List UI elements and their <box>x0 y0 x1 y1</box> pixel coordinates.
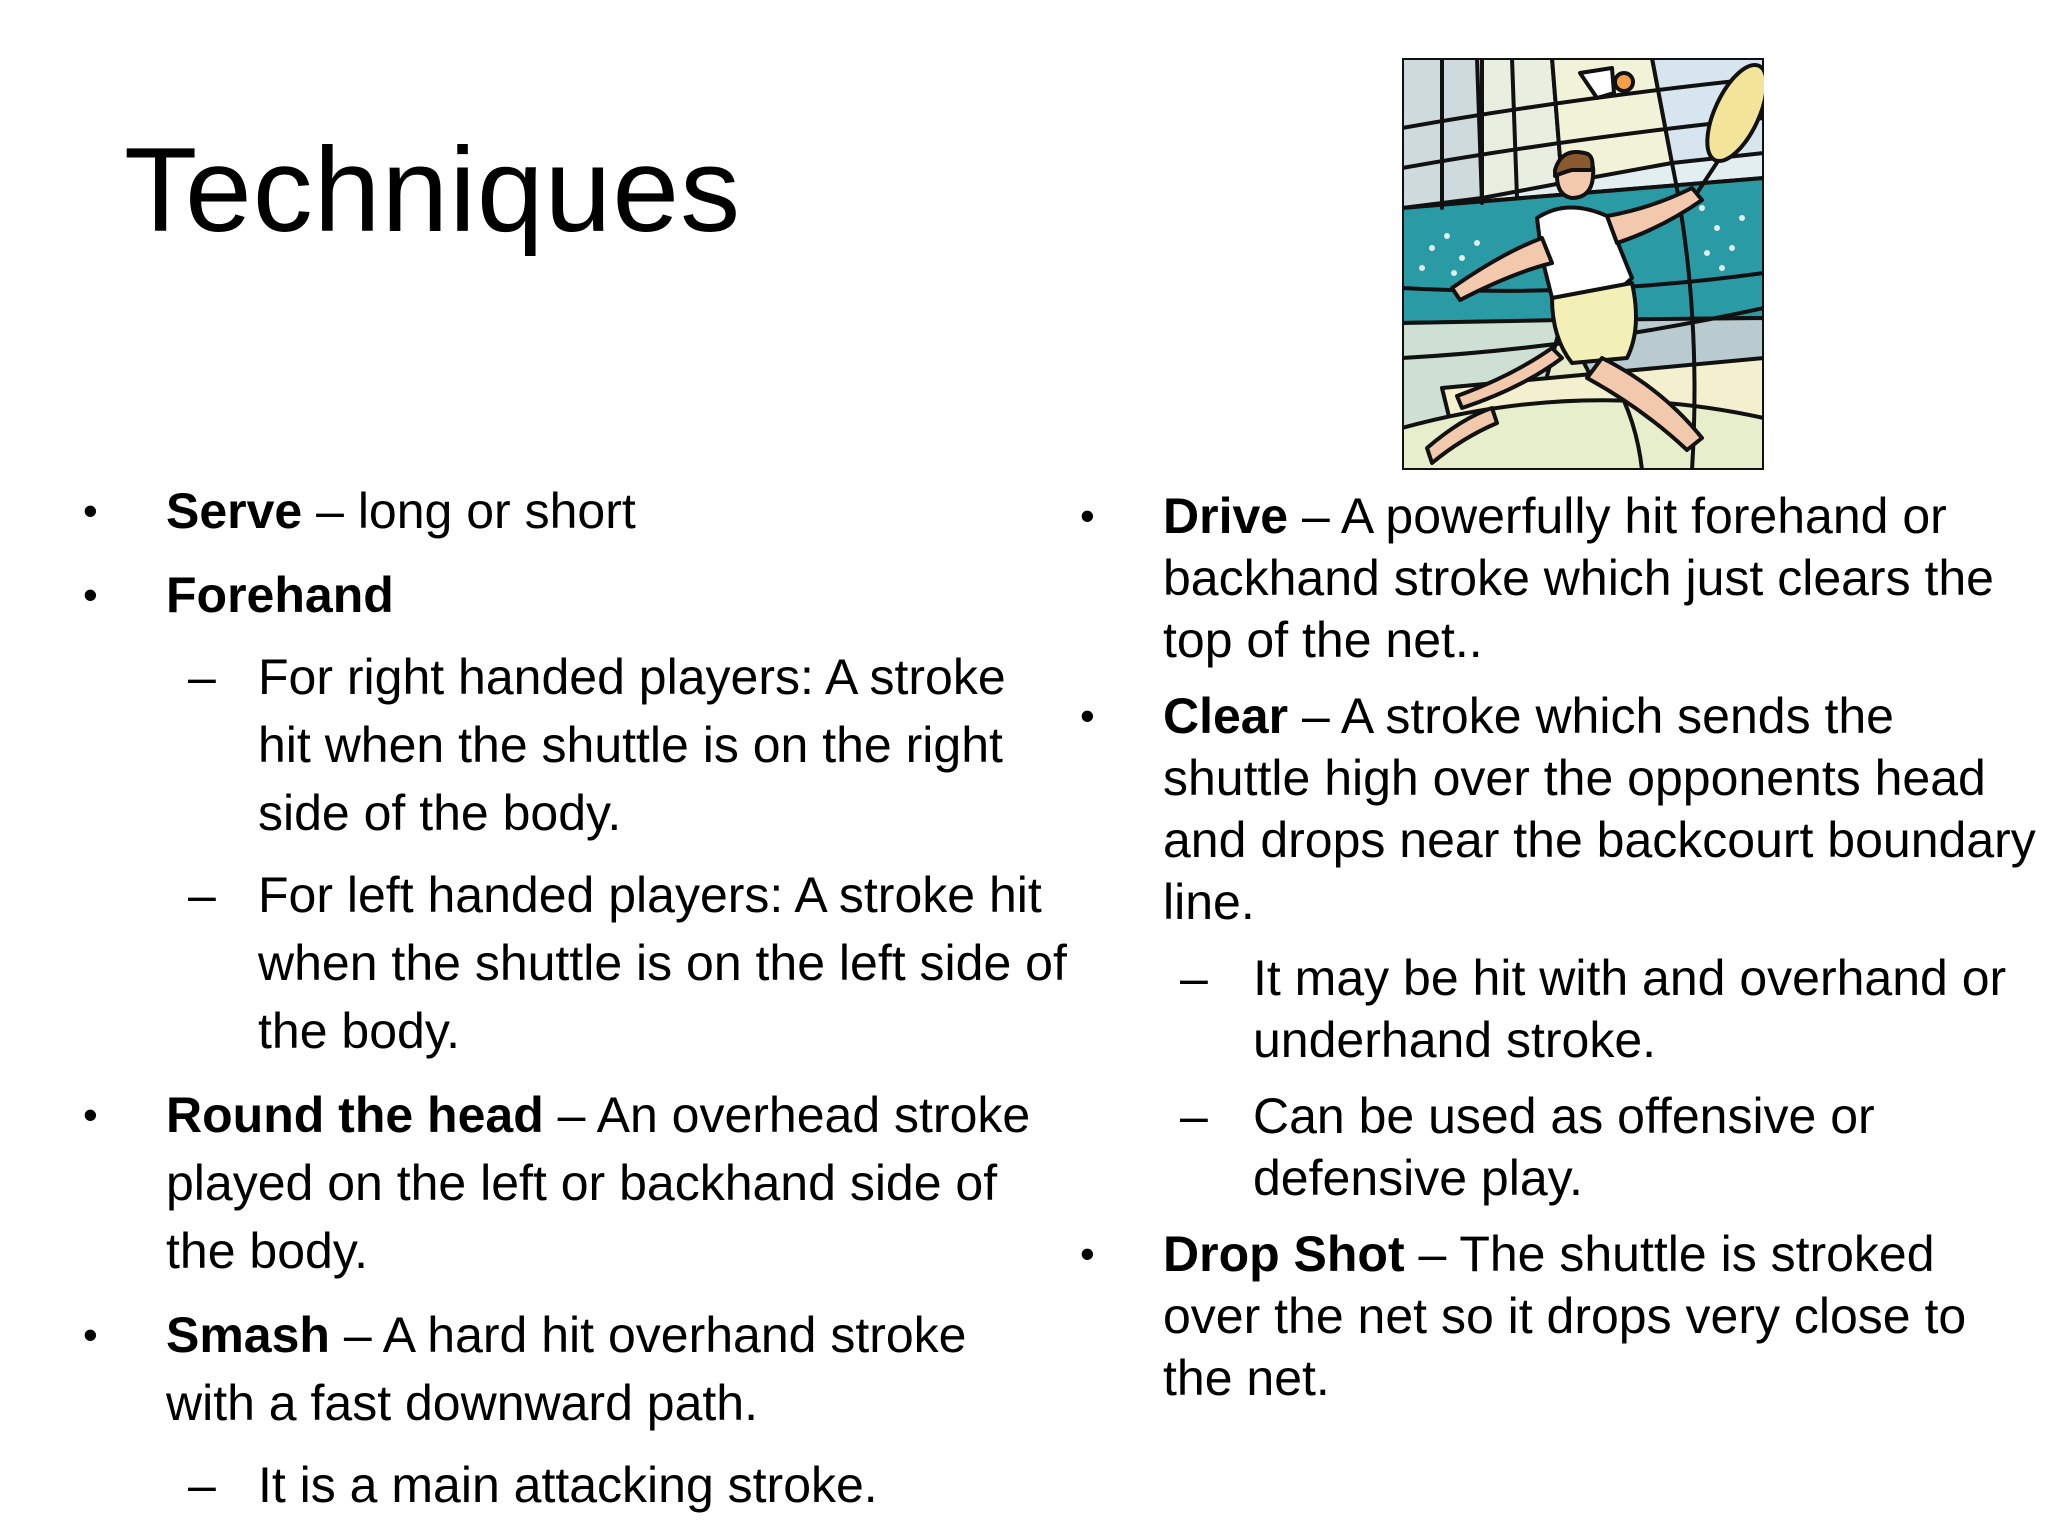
sub-bullet-item <box>78 643 1068 847</box>
bullet-item-drive <box>1075 485 2045 671</box>
term-label: Drive <box>1163 488 1289 544</box>
sub-bullet-item <box>78 1451 1068 1519</box>
bullet-icon: • <box>1080 1230 1095 1277</box>
bullet-icon: • <box>83 571 98 618</box>
slide-title: Techniques <box>124 123 742 257</box>
bullet-item-forehand <box>78 561 1068 1065</box>
bullet-item-clear <box>1075 685 2045 1209</box>
dash-icon: – <box>1180 1088 1208 1144</box>
bullet-icon: • <box>83 1091 98 1138</box>
term-description: – A hard hit overhand stroke with a fast downward path. <box>166 1307 967 1431</box>
sub-bullet-text: For right handed players: A stroke hit when the shuttle is on the right side of the body. <box>258 649 1006 841</box>
dash-icon: – <box>188 649 216 705</box>
term-label: Forehand <box>166 567 394 623</box>
sub-bullet-item <box>1075 1085 2045 1209</box>
bullet-icon: • <box>83 1311 98 1358</box>
dash-icon: – <box>188 867 216 923</box>
bullet-item-drop-shot <box>1075 1223 2045 1409</box>
bullet-item-smash <box>78 1301 1068 1519</box>
bullet-item-serve <box>78 477 1068 545</box>
right-column <box>1075 485 2045 1423</box>
sub-bullet-text: It may be hit with and overhand or underhand stroke. <box>1253 950 2007 1068</box>
bullet-icon: • <box>1080 492 1095 539</box>
sub-bullet-text: Can be used as offensive or defensive play. <box>1253 1088 1875 1206</box>
sub-bullet-text: For left handed players: A stroke hit when the shuttle is on the left side of the body. <box>258 867 1067 1059</box>
bullet-item-round-the-head <box>78 1081 1068 1285</box>
bullet-icon: • <box>83 487 98 534</box>
sub-bullet-text: It is a main attacking stroke. <box>258 1457 878 1513</box>
bullet-icon: • <box>1080 692 1095 739</box>
term-label: Drop Shot <box>1163 1226 1405 1282</box>
term-description: – The shuttle is stroked over the net so it drops very close to the net. <box>1163 1226 1967 1406</box>
term-description: – long or short <box>302 483 636 539</box>
left-bullet-list <box>78 477 1068 1519</box>
term-label: Smash <box>166 1307 330 1363</box>
term-label: Round the head <box>166 1087 544 1143</box>
term-label: Serve <box>166 483 303 539</box>
term-label: Clear <box>1163 688 1289 744</box>
dash-icon: – <box>188 1457 216 1513</box>
sub-bullet-item <box>1075 947 2045 1071</box>
dash-icon: – <box>1180 950 1208 1006</box>
right-bullet-list <box>1075 485 2045 1409</box>
left-column <box>78 477 1068 1535</box>
term-description: – A stroke which sends the shuttle high over the opponents head and drops near the backcourt boundary line. <box>1163 688 2036 930</box>
term-description: – An overhead stroke played on the left or backhand side of the body. <box>166 1087 1031 1279</box>
badminton-player-clipart-icon <box>1402 58 1764 470</box>
term-description: – A powerfully hit forehand or backhand stroke which just clears the top of the net.. <box>1163 488 1994 668</box>
sub-bullet-item <box>78 861 1068 1065</box>
